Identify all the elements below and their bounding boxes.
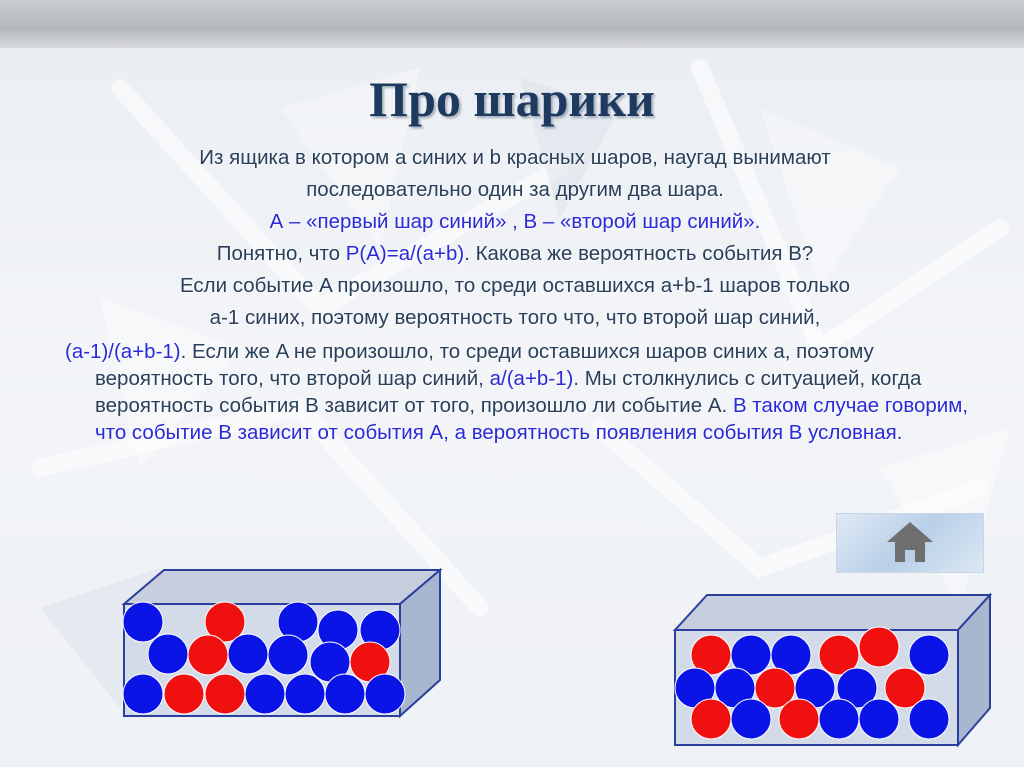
red-ball <box>164 674 204 714</box>
red-ball <box>205 674 245 714</box>
red-ball <box>188 635 228 675</box>
text-question: . Какова же вероятность события B? <box>464 242 814 265</box>
formula-pa: P(A)=a/(a+b) <box>345 242 465 265</box>
text-segment-2: . Мы столкнулись с ситуацией, когда вероятность события B зависит от того, произошло ли событие A. <box>95 367 922 417</box>
slide-title: Про шарики <box>369 71 655 127</box>
red-ball <box>779 699 819 739</box>
text-line-1: Из ящика в котором a синих и b красных шаров, наугад вынимают <box>199 146 831 169</box>
text-line-5: Если событие A произошло, то среди оставшихся a+b-1 шаров только <box>179 274 850 297</box>
blue-ball <box>148 634 188 674</box>
blue-ball <box>123 674 163 714</box>
formula-pb-given-a: (a-1)/(a+b-1) <box>65 340 181 363</box>
text-prefix: Понятно, что <box>216 242 346 265</box>
blue-ball <box>909 699 949 739</box>
text-line-6: a-1 синих, поэтому вероятность того что, что второй шар синий, <box>209 306 821 329</box>
red-ball <box>691 699 731 739</box>
blue-ball <box>228 634 268 674</box>
red-ball <box>859 627 899 667</box>
blue-ball <box>245 674 285 714</box>
blue-ball <box>285 674 325 714</box>
blue-ball <box>325 674 365 714</box>
blue-ball <box>365 674 405 714</box>
blue-ball <box>731 699 771 739</box>
conclusion-text: В таком случае говорим, что событие B зависит от события A, а вероятность появления события B условная. <box>95 394 969 444</box>
blue-ball <box>819 699 859 739</box>
text-segment-1: . Если же A не произошло, то среди оставшихся шаров синих a, поэтому вероятность того, что второй шар синий, <box>95 340 874 390</box>
blue-ball <box>909 635 949 675</box>
blue-ball <box>859 699 899 739</box>
blue-ball <box>123 602 163 642</box>
text-line-2: последовательно один за другим два шара. <box>306 178 724 201</box>
formula-pb-given-not-a: a/(a+b-1) <box>489 367 574 390</box>
blue-ball <box>268 635 308 675</box>
events-definition: А – «первый шар синий» , В – «второй шар синий». <box>269 210 761 233</box>
